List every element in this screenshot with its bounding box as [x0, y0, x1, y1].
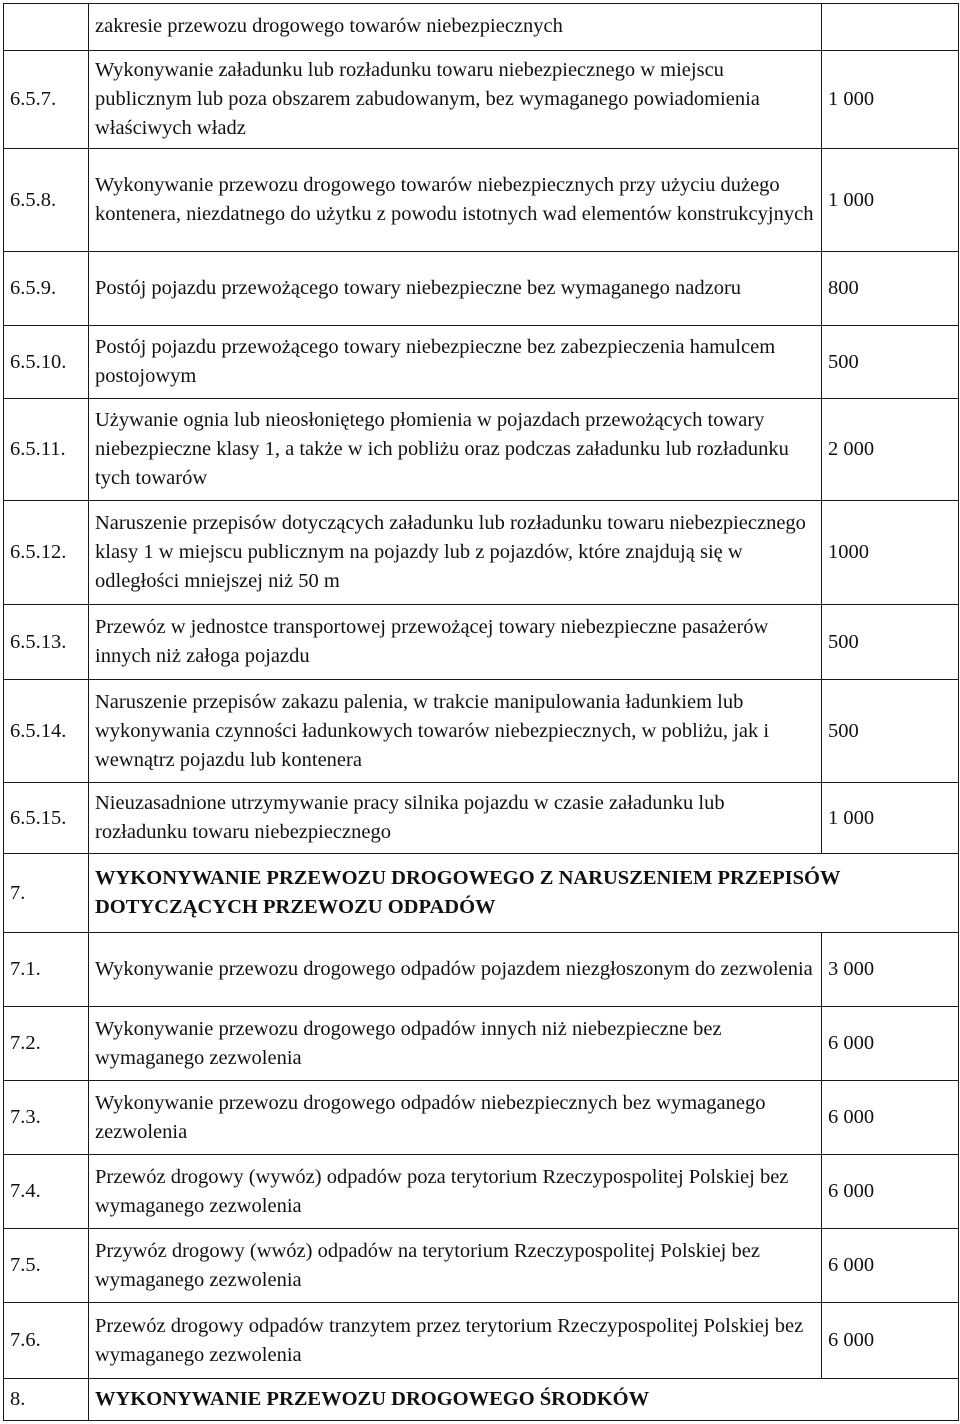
- row-number: 7.2.: [4, 1007, 89, 1081]
- row-number: 6.5.9.: [4, 252, 89, 326]
- row-number: 6.5.7.: [4, 51, 89, 149]
- row-amount: 800: [822, 252, 959, 326]
- row-description: Wykonywanie przewozu drogowego towarów niebezpiecznych przy użyciu dużego kontenera, niezdatnego do użytku z powodu istotnych wad elementów konstrukcyjnych: [89, 149, 822, 252]
- row-number: 6.5.13.: [4, 605, 89, 680]
- row-amount: 6 000: [822, 1007, 959, 1081]
- table-row: [4, 783, 959, 854]
- row-number: 7.1.: [4, 933, 89, 1007]
- row-amount: 500: [822, 326, 959, 399]
- section-number: 7.: [4, 854, 89, 933]
- table-row: [4, 51, 959, 149]
- section-title: WYKONYWANIE PRZEWOZU DROGOWEGO Z NARUSZENIEM PRZEPISÓW DOTYCZĄCYCH PRZEWOZU ODPADÓW: [89, 854, 959, 933]
- row-number: 6.5.11.: [4, 399, 89, 501]
- section-header-row: [4, 854, 959, 933]
- table-row: [4, 1007, 959, 1081]
- row-description: Przewóz drogowy (wywóz) odpadów poza terytorium Rzeczypospolitej Polskiej bez wymaganego zezwolenia: [89, 1155, 822, 1229]
- table-row: [4, 1081, 959, 1155]
- fines-table: [3, 3, 959, 1421]
- row-number: 7.5.: [4, 1229, 89, 1303]
- row-number: 6.5.8.: [4, 149, 89, 252]
- row-amount: 500: [822, 605, 959, 680]
- row-amount: 1 000: [822, 51, 959, 149]
- row-amount: 2 000: [822, 399, 959, 501]
- row-amount: 1000: [822, 501, 959, 605]
- row-description: Naruszenie przepisów dotyczących załadunku lub rozładunku towaru niebezpiecznego klasy 1 w miejscu publicznym na pojazdy lub z pojazdów, które znajdują się w odległości mniejszej niż 50 m: [89, 501, 822, 605]
- row-number: 7.4.: [4, 1155, 89, 1229]
- row-amount: 1 000: [822, 149, 959, 252]
- table-row: [4, 680, 959, 783]
- section-header-row: [4, 1379, 959, 1421]
- row-description: Nieuzasadnione utrzymywanie pracy silnika pojazdu w czasie załadunku lub rozładunku towaru niebezpiecznego: [89, 783, 822, 854]
- row-description: Wykonywanie przewozu drogowego odpadów niebezpiecznych bez wymaganego zezwolenia: [89, 1081, 822, 1155]
- row-amount: 6 000: [822, 1081, 959, 1155]
- row-amount: 6 000: [822, 1155, 959, 1229]
- row-description: Przywóz drogowy (wwóz) odpadów na terytorium Rzeczypospolitej Polskiej bez wymaganego zezwolenia: [89, 1229, 822, 1303]
- table-row: [4, 149, 959, 252]
- table-row: [4, 252, 959, 326]
- row-number: 6.5.14.: [4, 680, 89, 783]
- row-amount: 6 000: [822, 1229, 959, 1303]
- row-number: 6.5.10.: [4, 326, 89, 399]
- row-description: Naruszenie przepisów zakazu palenia, w trakcie manipulowania ładunkiem lub wykonywania czynności ładunkowych towarów niebezpiecznych, w pobliżu, jak i wewnątrz pojazdu lub kontenera: [89, 680, 822, 783]
- table-row: [4, 501, 959, 605]
- row-description: Wykonywanie załadunku lub rozładunku towaru niebezpiecznego w miejscu publicznym lub poza obszarem zabudowanym, bez wymaganego powiadomienia właściwych władz: [89, 51, 822, 149]
- table-row: [4, 326, 959, 399]
- row-number: [4, 4, 89, 51]
- row-description: Przewóz w jednostce transportowej przewożącej towary niebezpieczne pasażerów innych niż załoga pojazdu: [89, 605, 822, 680]
- row-description: Używanie ognia lub nieosłoniętego płomienia w pojazdach przewożących towary niebezpieczne klasy 1, a także w ich pobliżu oraz podczas załadunku lub rozładunku tych towarów: [89, 399, 822, 501]
- row-description: Przewóz drogowy odpadów tranzytem przez terytorium Rzeczypospolitej Polskiej bez wymaganego zezwolenia: [89, 1303, 822, 1379]
- table-row: [4, 933, 959, 1007]
- table-row: [4, 1155, 959, 1229]
- row-amount: 500: [822, 680, 959, 783]
- row-number: 7.6.: [4, 1303, 89, 1379]
- section-number: 8.: [4, 1379, 89, 1421]
- row-description: Wykonywanie przewozu drogowego odpadów pojazdem niezgłoszonym do zezwolenia: [89, 933, 822, 1007]
- row-number: 6.5.15.: [4, 783, 89, 854]
- row-amount: [822, 4, 959, 51]
- row-number: 7.3.: [4, 1081, 89, 1155]
- table-row: [4, 1303, 959, 1379]
- row-amount: 6 000: [822, 1303, 959, 1379]
- row-description: Postój pojazdu przewożącego towary niebezpieczne bez zabezpieczenia hamulcem postojowym: [89, 326, 822, 399]
- row-number: 6.5.12.: [4, 501, 89, 605]
- table-row: [4, 399, 959, 501]
- row-description: Postój pojazdu przewożącego towary niebezpieczne bez wymaganego nadzoru: [89, 252, 822, 326]
- row-description: zakresie przewozu drogowego towarów niebezpiecznych: [89, 4, 822, 51]
- row-description: Wykonywanie przewozu drogowego odpadów innych niż niebezpieczne bez wymaganego zezwolenia: [89, 1007, 822, 1081]
- table-row: [4, 4, 959, 51]
- table-row: [4, 605, 959, 680]
- row-amount: 1 000: [822, 783, 959, 854]
- row-amount: 3 000: [822, 933, 959, 1007]
- table-row: [4, 1229, 959, 1303]
- section-title: WYKONYWANIE PRZEWOZU DROGOWEGO ŚRODKÓW: [89, 1379, 959, 1421]
